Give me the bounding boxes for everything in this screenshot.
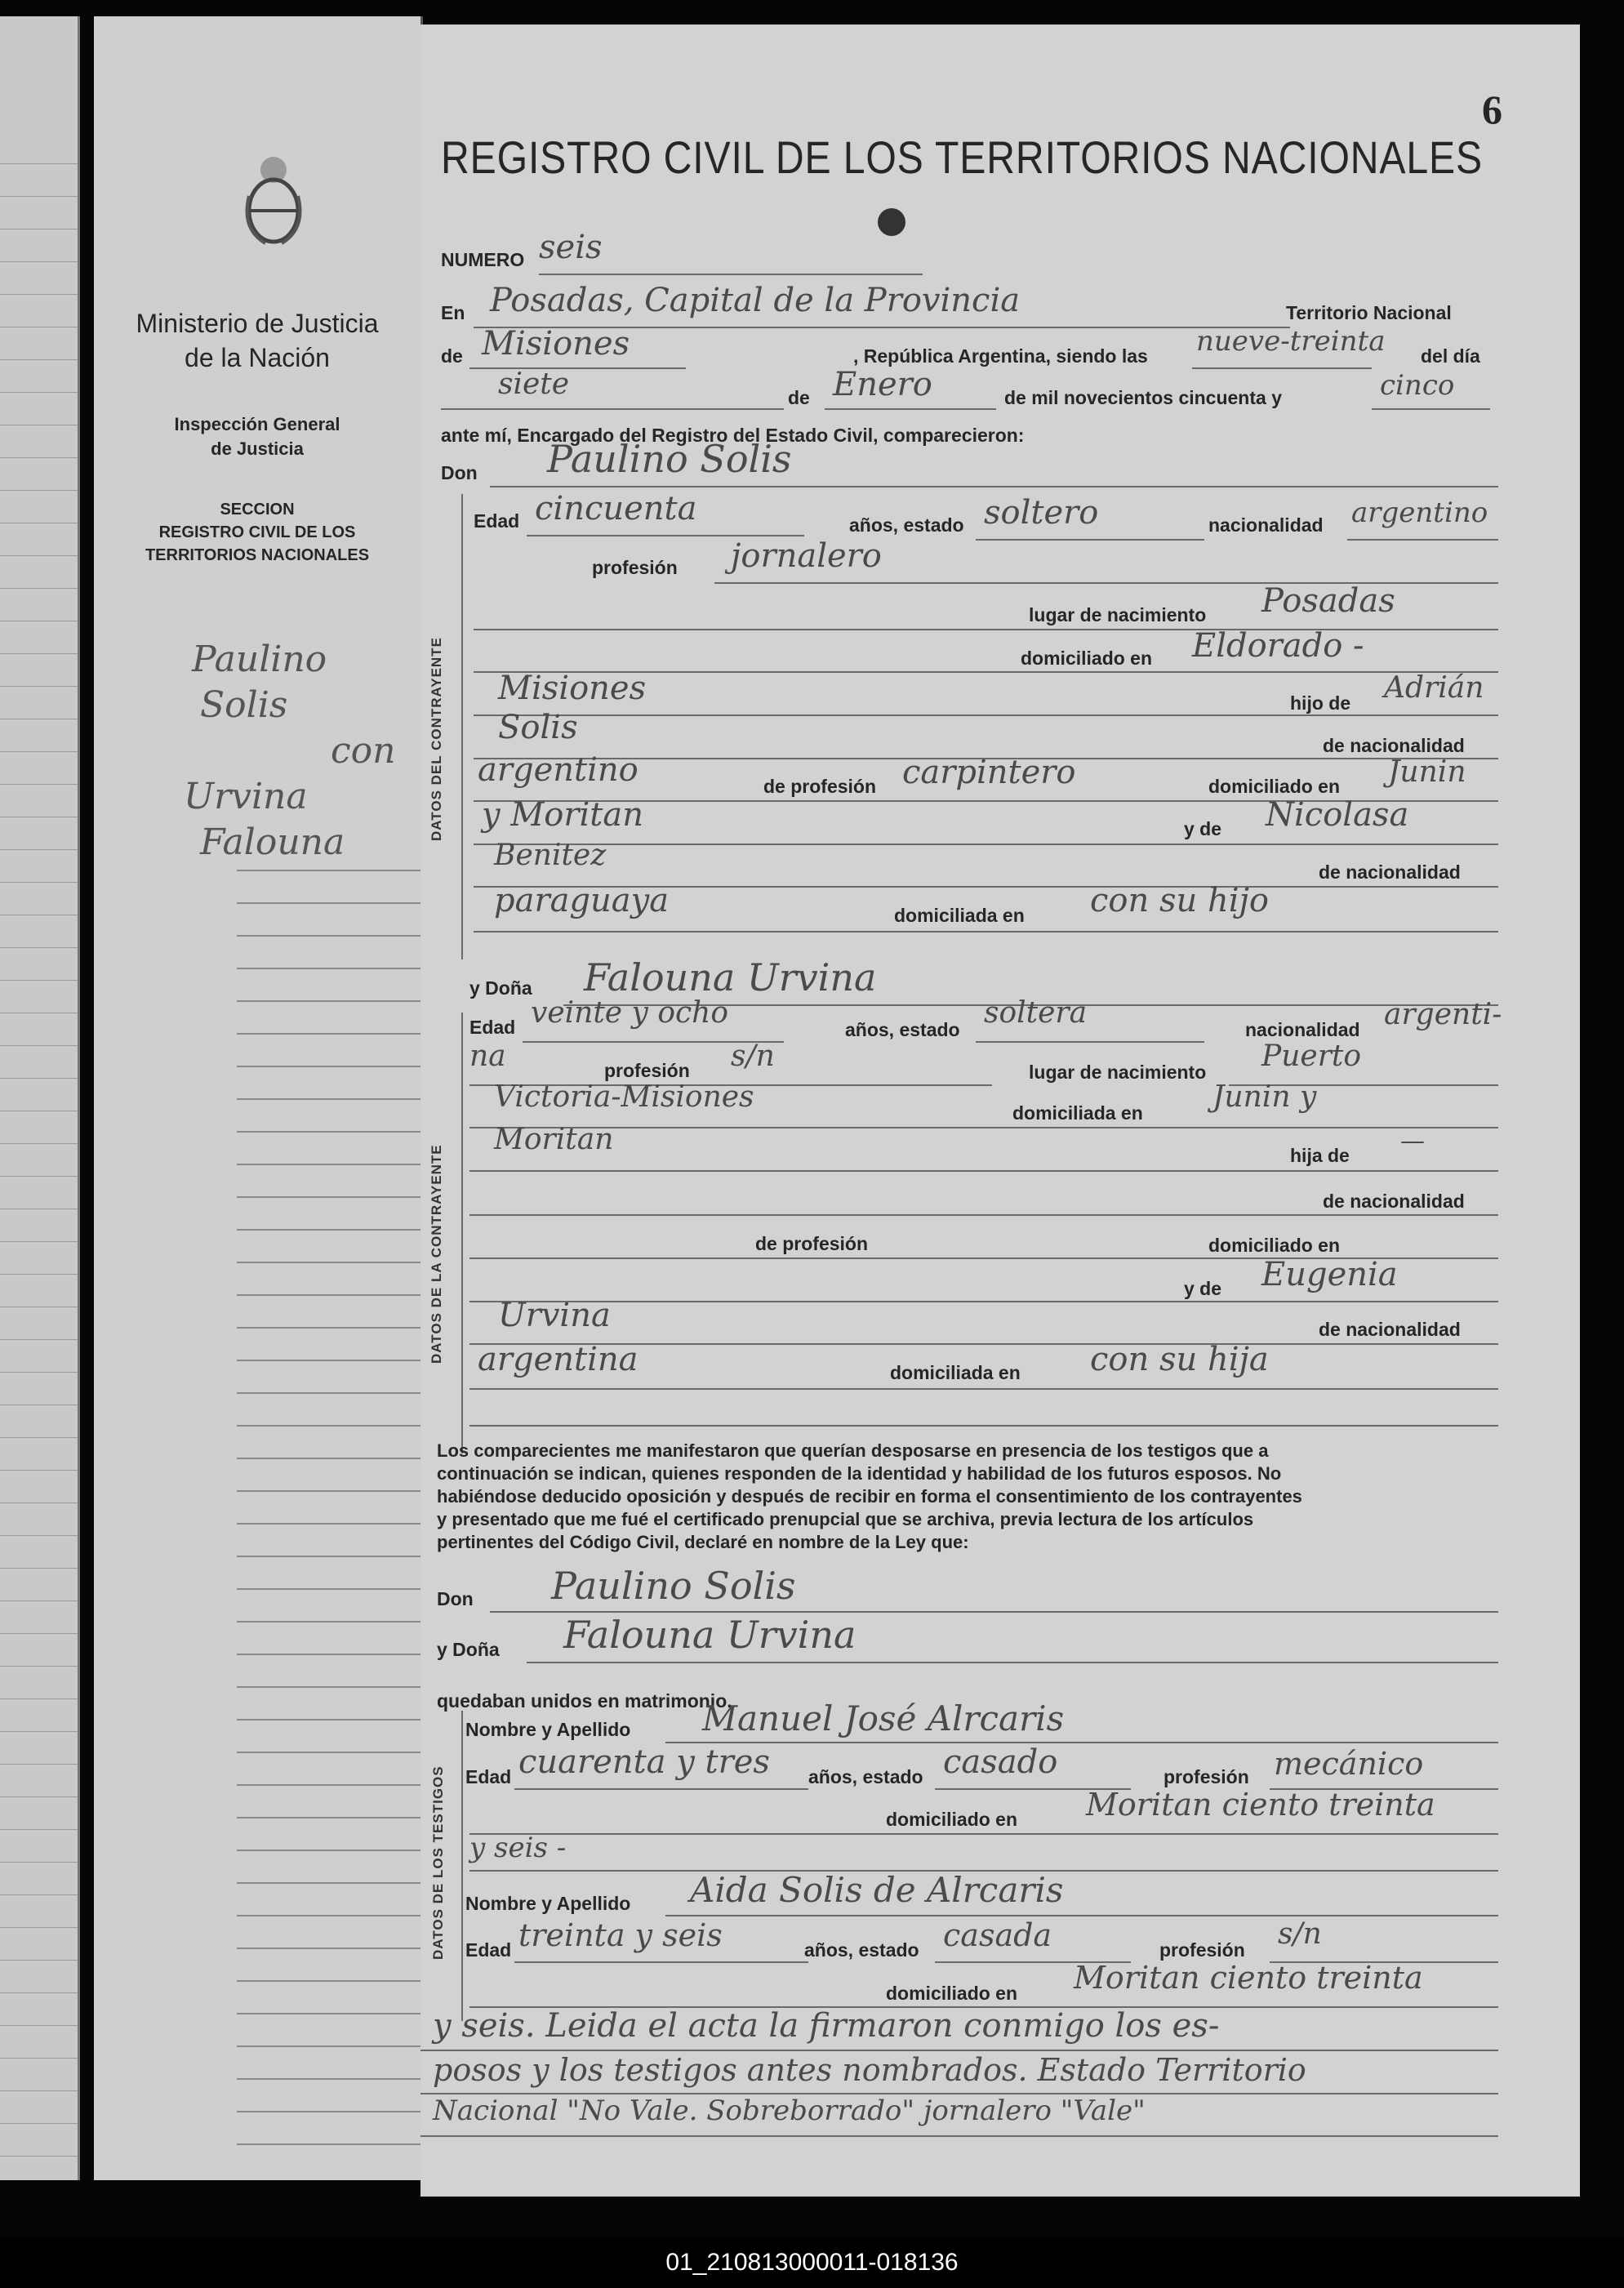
value-bride-nac-1: argenti- [1384,998,1502,1031]
edge-rule [0,392,78,393]
closing-line-2: posos y los testigos antes nombrados. Estado Territorio [433,2052,1306,2088]
declaration-line-3: habiéndose deducido oposición y después de recibir en forma el consentimiento de los contrayentes [437,1486,1302,1507]
ministry-line-1: Ministerio de Justicia [136,309,379,338]
label-bride-nac: nacionalidad [1245,1019,1360,1040]
stub-annotation-3: con [331,730,396,772]
value-bride-dom-2: Moritan [494,1123,614,1156]
side-label-bride: DATOS DE LA CONTRAYENTE [429,1144,444,1364]
label-don: Don [441,462,478,483]
label-mil: de mil novecientos cincuenta y [1004,387,1282,408]
value-groom-madre-nac: paraguaya [494,882,670,919]
value-bride-nac-2: na [469,1039,506,1073]
edge-rule [0,882,78,883]
value-groom-padre-2: Solis [498,709,578,746]
label-w1-dom: domiciliado en [886,1809,1018,1830]
label-de: de [441,345,463,367]
value-groom-dom-2: Misiones [498,670,647,707]
edge-rule [0,588,78,589]
value-don: Paulino Solis [547,437,792,481]
label-bride-padre-nac: de nacionalidad [1323,1191,1465,1212]
value-don-2: Paulino Solis [551,1564,796,1608]
label-groom-anos: años, estado [849,514,964,536]
value-w2-dom: Moritan ciento treinta [1074,1960,1423,1996]
edge-rule [0,2090,78,2091]
edge-rule [0,261,78,262]
section-line-3: TERRITORIOS NACIONALES [145,546,370,564]
value-groom-padre-dom-2: y Moritan [482,796,643,834]
label-groom-madre-nac: de nacionalidad [1319,861,1461,883]
edge-rule [0,2123,78,2124]
edge-rule [0,1862,78,1863]
form-title: REGISTRO CIVIL DE LOS TERRITORIOS NACIONALES [441,131,1484,183]
value-bride-edad: veinte y ocho [531,996,729,1030]
edge-rule [0,980,78,981]
label-don-2: Don [437,1588,474,1609]
left-page-edge [0,16,80,2180]
value-bride-estado: soltera [984,996,1088,1030]
value-bride-lugar-2: Victoria-Misiones [494,1080,754,1114]
ministry-line-2: de la Nación [185,343,330,372]
label-groom-padre-nac: de nacionalidad [1323,735,1465,756]
label-w1-nombre: Nombre y Apellido [465,1719,631,1740]
edge-rule [0,1078,78,1079]
value-bride-dom-1: Junin y [1212,1080,1317,1114]
edge-rule [0,1829,78,1830]
value-dona: Falouna Urvina [584,955,877,999]
edge-rule [0,1698,78,1699]
edge-rule [0,163,78,164]
label-groom-edad: Edad [474,510,520,532]
label-groom-prof: profesión [592,557,678,578]
stub-annotation-4: Urvina [184,776,308,817]
declaration-line-1: Los comparecientes me manifestaron que querían desposarse en presencia de los testigos que a [437,1440,1269,1461]
edge-rule [0,849,78,850]
value-ano: cinco [1380,369,1455,402]
label-bride-hija: hija de [1290,1145,1350,1166]
value-groom-madre-1: Nicolasa [1266,796,1409,834]
value-w1-dom-1: Moritan ciento treinta [1086,1787,1435,1823]
edge-rule [0,1306,78,1307]
value-numero: seis [539,229,603,266]
label-dona-2: y Doña [437,1639,500,1660]
value-groom-padre-nac: argentino [478,751,638,789]
label-bride-edad: Edad [469,1017,516,1038]
ink-blot [878,208,905,236]
label-quedaban: quedaban unidos en matrimonio. [437,1690,732,1712]
edge-rule [0,1502,78,1503]
label-w2-nombre: Nombre y Apellido [465,1893,631,1914]
label-groom-padre-dom: domiciliado en [1208,776,1341,797]
value-bride-madre-dom: con su hija [1090,1341,1269,1378]
edge-rule [0,751,78,752]
value-groom-madre-dom: con su hijo [1090,882,1270,919]
side-label-groom: DATOS DEL CONTRAYENTE [429,637,444,841]
value-w1-estado: casado [943,1743,1058,1781]
edge-rule [0,1960,78,1961]
edge-rule [0,1437,78,1438]
edge-rule [0,196,78,197]
edge-rule [0,1568,78,1569]
value-w2-prof: s/n [1278,1917,1322,1951]
value-bride-madre-nac: argentina [478,1341,638,1378]
label-del-dia: del día [1421,345,1480,367]
label-w2-prof: profesión [1159,1939,1245,1961]
label-bride-padre-prof: de profesión [755,1233,869,1254]
edge-rule [0,1274,78,1275]
closing-line-3: Nacional "No Vale. Sobreborrado" jornalero "Vale" [433,2094,1146,2127]
value-groom-padre-prof: carpintero [902,754,1076,791]
value-en: Posadas, Capital de la Provincia [490,282,1021,319]
section-line-2: REGISTRO CIVIL DE LOS [158,523,356,541]
value-w1-edad: cuarenta y tres [518,1743,770,1781]
label-groom-padre-prof: de profesión [763,776,877,797]
edge-rule [0,1404,78,1405]
label-groom-lugar: lugar de nacimiento [1029,604,1207,625]
value-mes: Enero [833,366,932,403]
label-w2-anos: años, estado [804,1939,919,1961]
side-label-witnesses: DATOS DE LOS TESTIGOS [430,1765,446,1960]
edge-rule [0,2025,78,2026]
label-bride-anos: años, estado [845,1019,960,1040]
value-bride-prof: s/n [731,1039,775,1073]
label-w1-prof: profesión [1163,1766,1249,1787]
label-groom-madre-dom: domiciliada en [894,905,1025,926]
value-groom-edad: cincuenta [535,490,697,527]
label-bride-madre-nac: de nacionalidad [1319,1319,1461,1340]
label-w1-edad: Edad [465,1766,512,1787]
label-groom-nac: nacionalidad [1208,514,1324,536]
edge-rule [0,359,78,360]
label-groom-hijo: hijo de [1290,692,1351,714]
value-groom-padre-dom-1: Junin [1388,755,1466,789]
label-dona: y Doña [469,977,532,999]
edge-rule [0,1764,78,1765]
inspection-line-2: de Justicia [211,438,304,459]
label-numero: NUMERO [441,249,525,270]
value-bride-lugar-1: Puerto [1261,1039,1362,1073]
register-page [420,24,1580,2197]
stub-page [94,16,423,2180]
stub-annotation-5: Falouna [200,821,345,863]
label-w1-anos: años, estado [808,1766,923,1787]
edge-rule [0,1143,78,1144]
value-dona-2: Falouna Urvina [563,1613,856,1657]
stub-annotation-2: Solis [200,684,288,726]
section-line-1: SECCION [220,501,295,519]
declaration-line-4: y presentado que me fué el certificado prenupcial que se archiva, previa lectura de los artículos [437,1509,1254,1529]
stub-annotation-1: Paulino [192,639,327,680]
label-en: En [441,302,465,323]
value-bride-madre-2: Urvina [498,1297,611,1334]
label-bride-lugar: lugar de nacimiento [1029,1062,1207,1083]
inspection-line-1: Inspección General [174,414,340,434]
closing-line-1: y seis. Leida el acta la firmaron conmigo los es- [433,2007,1220,2045]
caption-bar [0,2237,1624,2288]
value-groom-padre-1: Adrián [1384,671,1484,705]
value-groom-madre-2: Benitez [494,839,607,872]
image-caption: 01_210813000011-018136 [665,2249,959,2276]
edge-rule [0,555,78,556]
edge-rule [0,653,78,654]
page-number: 6 [1482,87,1502,132]
edge-rule [0,686,78,687]
label-republica: , República Argentina, siendo las [853,345,1148,367]
edge-rule [0,1535,78,1536]
edge-rule [0,947,78,948]
label-bride-padre-dom: domiciliado en [1208,1235,1341,1256]
coat-of-arms-icon [241,139,306,253]
value-groom-prof: jornalero [731,537,882,575]
edge-rule [0,1666,78,1667]
value-provincia: Misiones [482,325,630,363]
label-bride-dom: domiciliada en [1012,1102,1143,1124]
edge-rule [0,1470,78,1471]
label-ante: ante mí, Encargado del Registro del Estado Civil, comparecieron: [441,425,1025,446]
label-w2-dom: domiciliado en [886,1983,1018,2004]
edge-rule [0,2156,78,2157]
value-w2-estado: casada [943,1917,1052,1953]
label-w2-edad: Edad [465,1939,512,1961]
label-bride-madre-dom: domiciliada en [890,1362,1021,1383]
edge-rule [0,1045,78,1046]
declaration-line-5: pertinentes del Código Civil, declaré en nombre de la Ley que: [437,1532,969,1552]
value-w1-prof: mecánico [1274,1746,1424,1782]
edge-rule [0,1600,78,1601]
label-territorio: Territorio Nacional [1286,302,1452,323]
value-w1-dom-2: y seis - [469,1832,567,1864]
edge-rule [0,1894,78,1895]
label-groom-dom: domiciliado en [1021,648,1153,669]
value-groom-nac: argentino [1351,496,1488,529]
edge-rule [0,1176,78,1177]
value-groom-estado: soltero [984,494,1099,532]
edge-rule [0,1339,78,1340]
value-groom-lugar: Posadas [1261,582,1395,620]
edge-rule [0,1992,78,1993]
value-w2-edad: treinta y seis [518,1917,723,1953]
edge-rule [0,1633,78,1634]
edge-rule [0,490,78,491]
declaration-line-2: continuación se indican, quienes responden de la identidad y habilidad de los futuros esposos. No [437,1463,1282,1484]
value-dia: siete [498,367,570,401]
label-de-mes: de [788,387,810,408]
edge-rule [0,1372,78,1373]
edge-rule [0,1731,78,1732]
edge-rule [0,1241,78,1242]
edge-rule [0,294,78,295]
label-bride-madre: y de [1184,1278,1222,1299]
declaration-paragraph [437,1440,1302,1554]
value-bride-madre-1: Eugenia [1261,1256,1398,1293]
edge-rule [0,2058,78,2059]
edge-rule [0,784,78,785]
edge-rule [0,457,78,458]
value-hora: nueve-treinta [1196,325,1386,358]
value-groom-dom-1: Eldorado - [1192,627,1364,665]
value-w2-nombre: Aida Solis de Alrcaris [690,1870,1064,1910]
edge-rule [0,1796,78,1797]
edge-rule [0,1927,78,1928]
value-w1-nombre: Manuel José Alrcaris [702,1698,1065,1738]
label-groom-madre: y de [1184,818,1222,839]
value-bride-padre: — [1400,1127,1425,1155]
label-bride-prof: profesión [604,1060,690,1081]
